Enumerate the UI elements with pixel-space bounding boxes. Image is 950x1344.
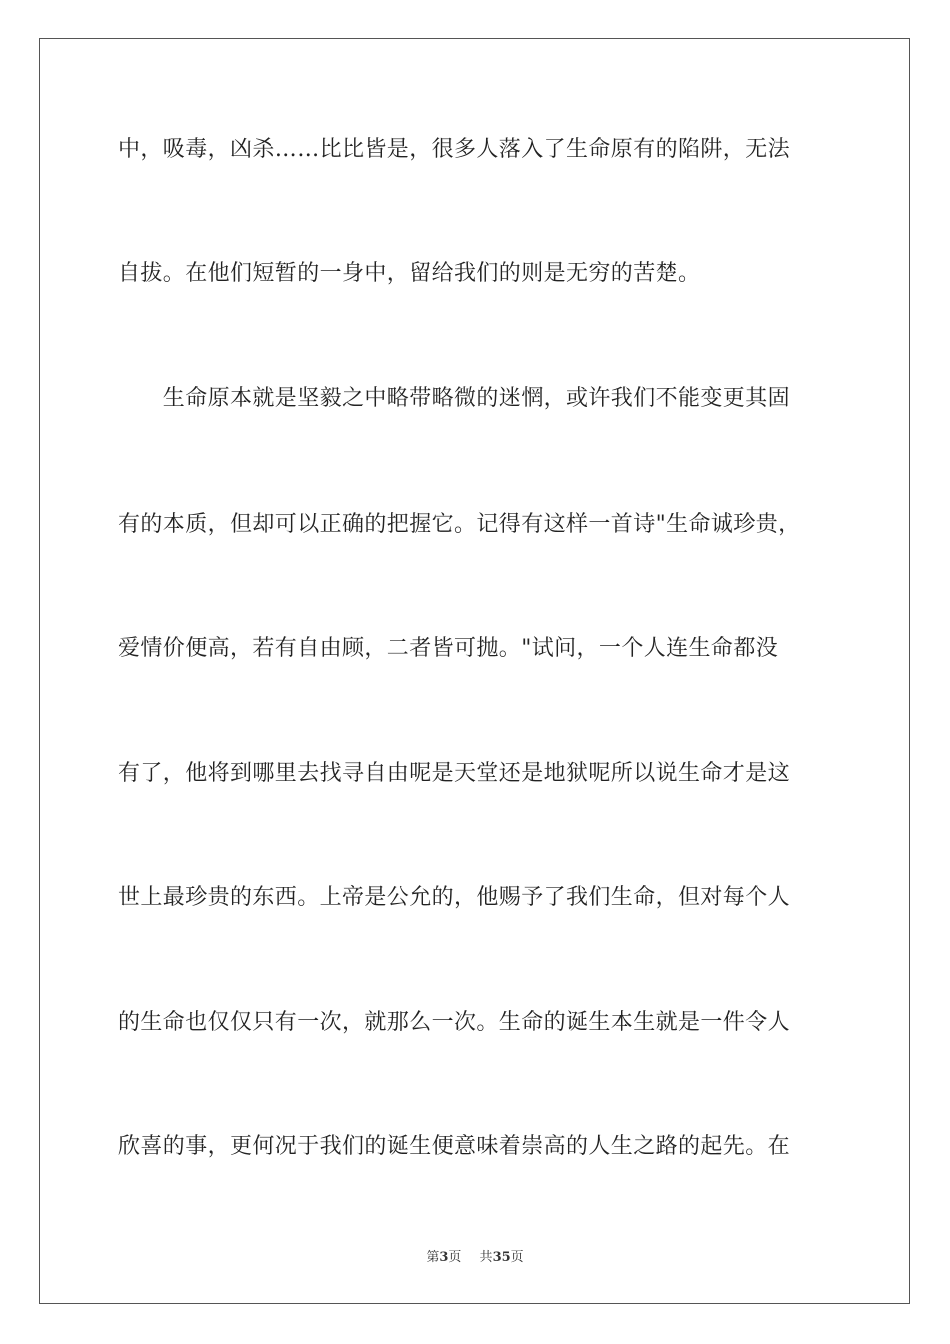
text-line-1: 中，吸毒，凶杀……比比皆是，很多人落入了生命原有的陷阱，无法: [118, 137, 791, 162]
text-line-3: 生命原本就是坚毅之中略带略微的迷惘，或许我们不能变更其固: [118, 386, 791, 411]
page-suffix: 页: [448, 1250, 462, 1265]
total-indicator: [480, 1250, 524, 1265]
text-line-2: 自拔。在他们短暂的一身中，留给我们的则是无穷的苦楚。: [118, 261, 701, 286]
text-line-9: 欣喜的事，更何况于我们的诞生便意味着崇高的人生之路的起先。在: [118, 1134, 791, 1159]
text-line-6: 有了，他将到哪里去找寻自由呢是天堂还是地狱呢所以说生命才是这: [118, 761, 791, 786]
page-prefix: 第: [426, 1250, 440, 1265]
page-footer: [0, 1246, 950, 1265]
total-suffix: 页: [510, 1250, 524, 1265]
total-number: 35: [492, 1250, 511, 1265]
text-line-4: 有的本质，但却可以正确的把握它。记得有这样一首诗"生命诚珍贵，: [118, 512, 801, 537]
page-indicator: [426, 1250, 461, 1265]
total-prefix: 共: [479, 1250, 493, 1265]
text-line-7: 世上最珍贵的东西。上帝是公允的，他赐予了我们生命，但对每个人: [118, 885, 791, 910]
page-border: [39, 38, 910, 1304]
text-line-5: 爱情价便高，若有自由顾，二者皆可抛。"试问，一个人连生命都没: [118, 636, 779, 661]
text-line-8: 的生命也仅仅只有一次，就那么一次。生命的诞生本生就是一件令人: [118, 1010, 791, 1035]
page-number: 3: [439, 1250, 449, 1265]
